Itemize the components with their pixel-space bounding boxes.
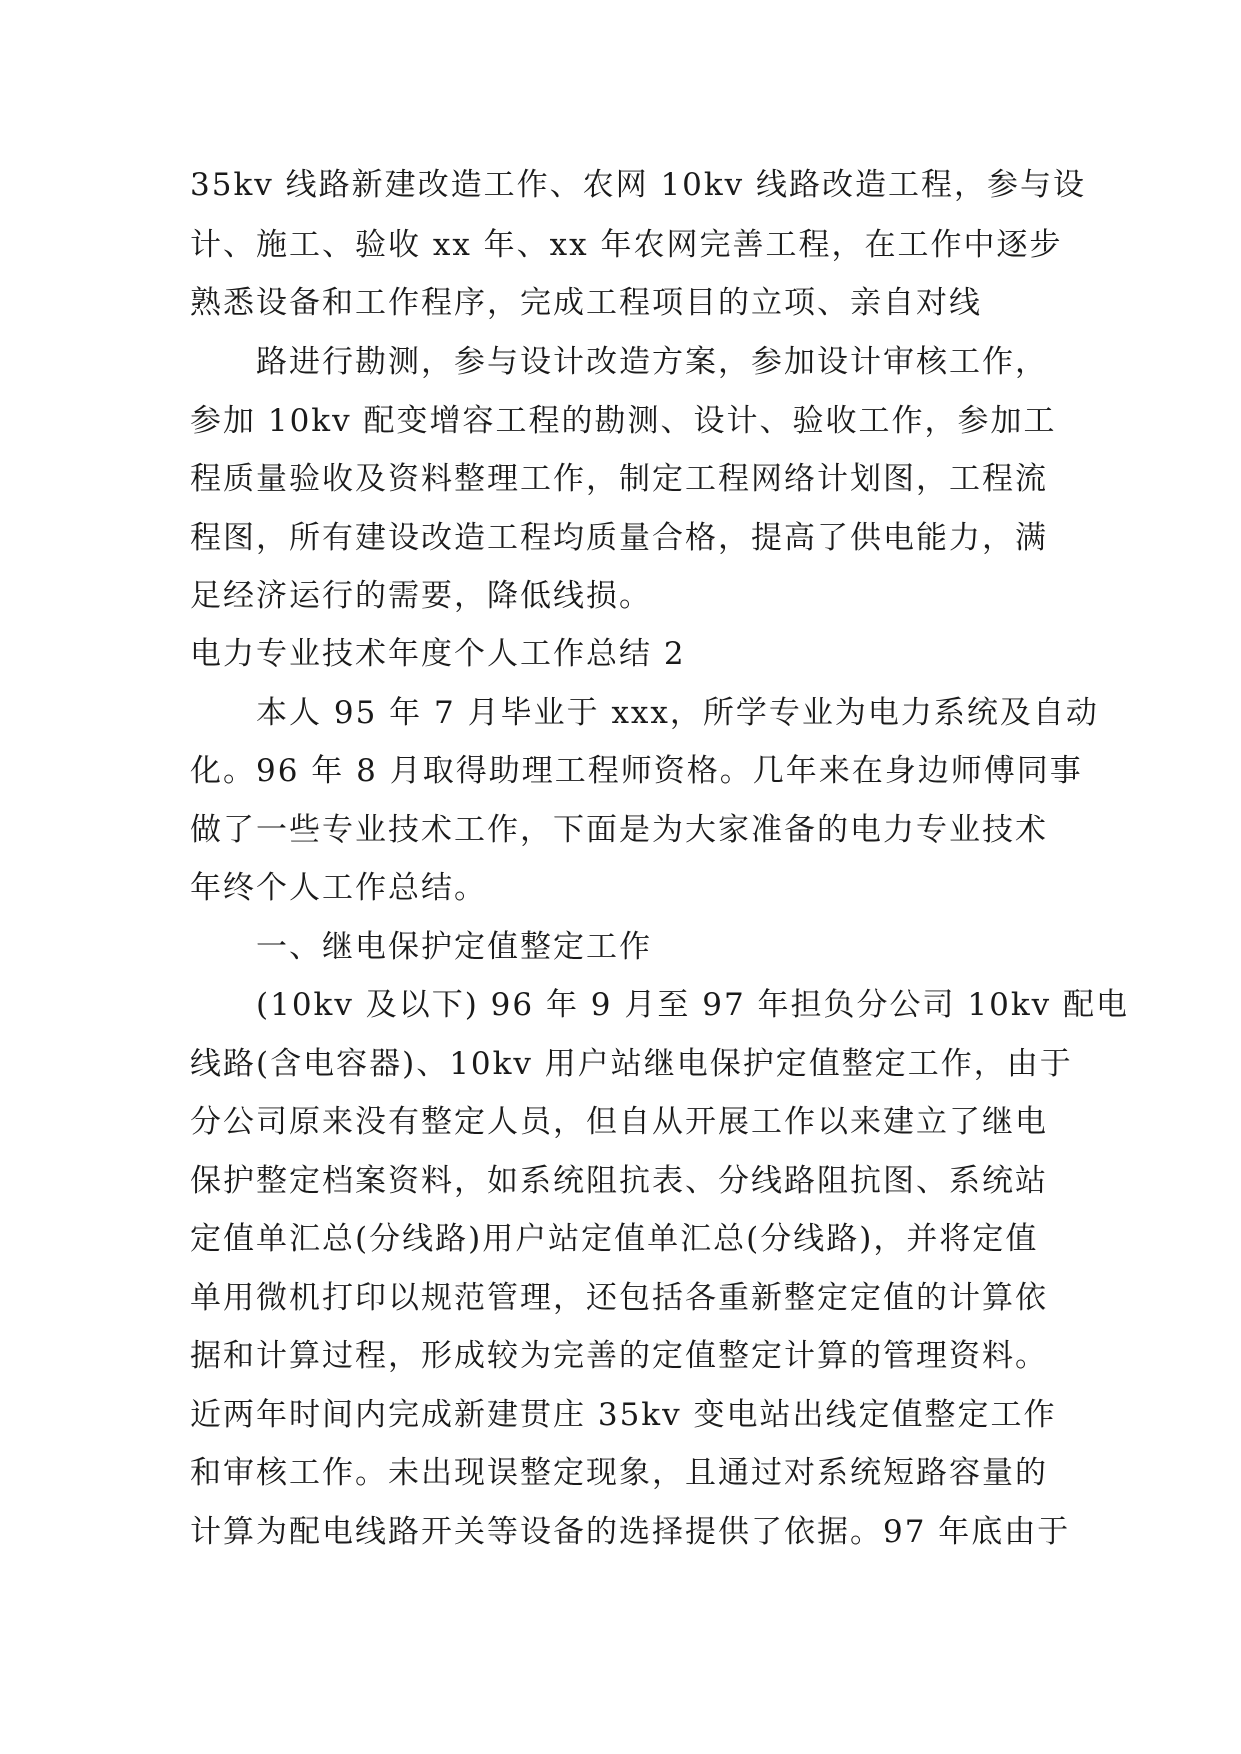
text-line: 足经济运行的需要，降低线损。 — [190, 578, 652, 614]
section-heading: 电力专业技术年度个人工作总结 2 — [190, 636, 686, 672]
text-line: 单用微机打印以规范管理，还包括各重新整定定值的计算依 — [190, 1280, 1048, 1316]
text-line: 近两年时间内完成新建贯庄 35kv 变电站出线定值整定工作 — [190, 1397, 1057, 1433]
text-line: 做了一些专业技术工作，下面是为大家准备的电力专业技术 — [190, 812, 1048, 848]
subheading: 一、继电保护定值整定工作 — [256, 929, 652, 965]
text-line: 定值单汇总(分线路)用户站定值单汇总(分线路)，并将定值 — [190, 1221, 1039, 1257]
text-line: 熟悉设备和工作程序，完成工程项目的立项、亲自对线 — [190, 285, 982, 321]
text-line: 线路(含电容器)、10kv 用户站继电保护定值整定工作，由于 — [190, 1046, 1073, 1082]
text-line: 计算为配电线路开关等设备的选择提供了依据。97 年底由于 — [190, 1514, 1071, 1550]
text-line: 程质量验收及资料整理工作，制定工程网络计划图，工程流 — [190, 461, 1048, 497]
text-line: (10kv 及以下) 96 年 9 月至 97 年担负分公司 10kv 配电 — [256, 987, 1129, 1023]
text-line: 计、施工、验收 xx 年、xx 年农网完善工程，在工作中逐步 — [190, 227, 1063, 263]
text-line: 年终个人工作总结。 — [190, 870, 487, 906]
text-line: 参加 10kv 配变增容工程的勘测、设计、验收工作，参加工 — [190, 403, 1057, 439]
text-line: 和审核工作。未出现误整定现象，且通过对系统短路容量的 — [190, 1455, 1048, 1491]
text-line: 路进行勘测，参与设计改造方案，参加设计审核工作， — [256, 344, 1048, 380]
text-line: 据和计算过程，形成较为完善的定值整定计算的管理资料。 — [190, 1338, 1048, 1374]
text-line: 35kv 线路新建改造工作、农网 10kv 线路改造工程，参与设 — [190, 167, 1087, 203]
text-line: 本人 95 年 7 月毕业于 xxx，所学专业为电力系统及自动 — [256, 695, 1099, 731]
text-line: 分公司原来没有整定人员，但自从开展工作以来建立了继电 — [190, 1104, 1048, 1140]
text-line: 化。96 年 8 月取得助理工程师资格。几年来在身边师傅同事 — [190, 753, 1083, 789]
text-line: 程图，所有建设改造工程均质量合格，提高了供电能力，满 — [190, 520, 1048, 556]
text-line: 保护整定档案资料，如系统阻抗表、分线路阻抗图、系统站 — [190, 1163, 1048, 1199]
